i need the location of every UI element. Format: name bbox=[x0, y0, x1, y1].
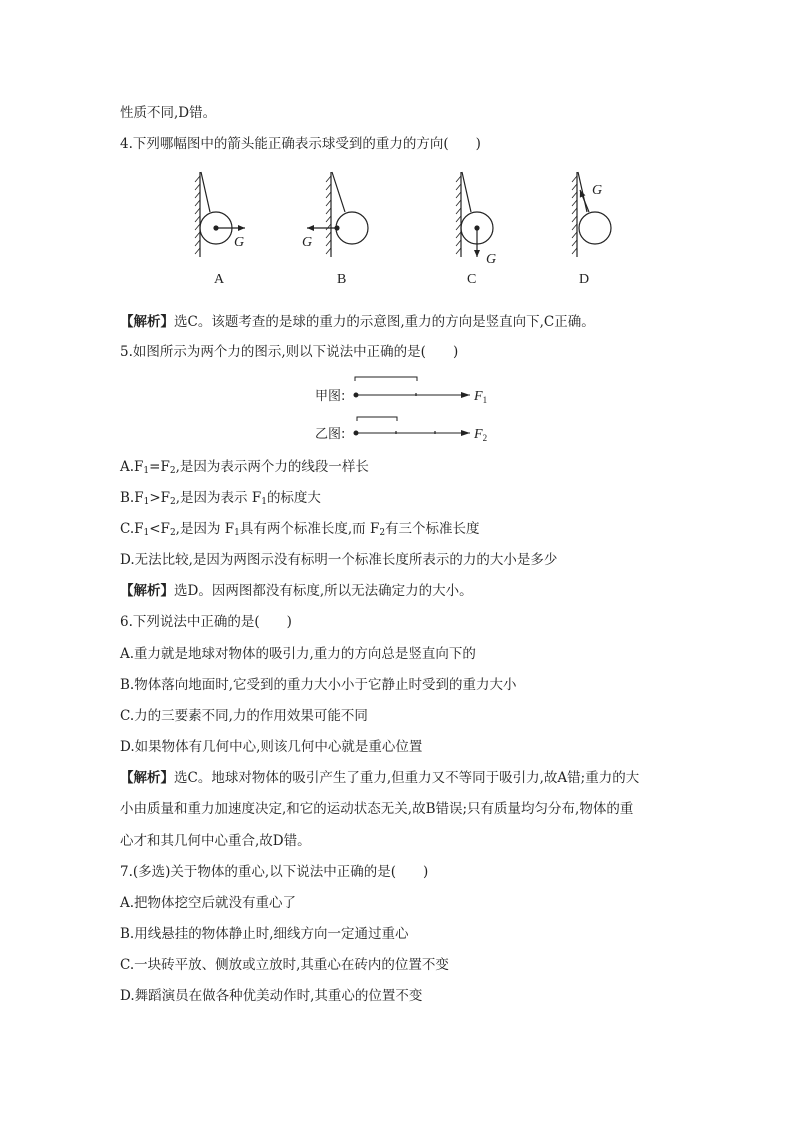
q5-option-a: $A.F_1=F_2$,是因为表示两个力的线段一样长 bbox=[120, 459, 369, 476]
q7-option-a: A.把物体挖空后就没有重心了 bbox=[120, 895, 297, 911]
question-5: 5.如图所示为两个力的图示,则以下说法中正确的是( ) bbox=[120, 344, 459, 360]
f2-label: $F_2$ bbox=[474, 427, 488, 443]
force-label-c: G bbox=[486, 252, 497, 267]
question-6: 6.下列说法中正确的是( ) bbox=[120, 614, 292, 630]
figure-q5-force-diagrams bbox=[0, 368, 794, 448]
figure-label-d: D bbox=[579, 272, 590, 287]
jia-label: 甲图: bbox=[315, 389, 346, 404]
yi-label: 乙图: bbox=[315, 427, 346, 442]
analysis-6-line-2: 小由质量和重力加速度决定,和它的运动状态无关,故B错误;只有质量均匀分布,物体的重 bbox=[120, 801, 634, 817]
analysis-text: 选D。因两图都没有标度,所以无法确定力的大小。 bbox=[174, 583, 473, 599]
force-label-a: G bbox=[234, 235, 245, 250]
figure-b bbox=[307, 172, 368, 257]
q5-option-c: $C.F_1<F_2$,是因为 $F_1$具有两个标准长度,而 $F_2$有三个标准长度 bbox=[120, 521, 480, 538]
q6-option-a: A.重力就是地球对物体的吸引力,重力的方向总是竖直向下的 bbox=[120, 646, 476, 662]
analysis-5 bbox=[120, 582, 473, 600]
jia-diagram bbox=[354, 377, 470, 397]
text-line-prev-answer: 性质不同,D错。 bbox=[120, 105, 217, 121]
q6-option-b: B.物体落向地面时,它受到的重力大小小于它静止时受到的重力大小 bbox=[120, 677, 517, 693]
q7-option-c: C.一块砖平放、侧放或立放时,其重心在砖内的位置不变 bbox=[120, 957, 449, 973]
question-7: 7.(多选)关于物体的重心,以下说法中正确的是( ) bbox=[120, 864, 429, 880]
q7-option-d: D.舞蹈演员在做各种优美动作时,其重心的位置不变 bbox=[120, 988, 423, 1004]
analysis-tag: 【解析】 bbox=[120, 314, 174, 330]
figure-c bbox=[456, 172, 493, 257]
analysis-4 bbox=[120, 313, 595, 331]
figure-q4-gravity-direction bbox=[0, 162, 794, 292]
analysis-6-line-3: 心才和其几何中心重合,故D错。 bbox=[120, 833, 311, 849]
analysis-text: 选C。地球对物体的吸引产生了重力,但重力又不等同于吸引力,故A错;重力的大 bbox=[174, 770, 640, 786]
q5-option-b: $B.F_1>F_2$,是因为表示 $F_1$的标度大 bbox=[120, 490, 321, 507]
q7-option-b: B.用线悬挂的物体静止时,细线方向一定通过重心 bbox=[120, 926, 409, 942]
figure-label-b: B bbox=[337, 272, 347, 287]
q5-option-d: D.无法比较,是因为两图示没有标明一个标准长度所表示的力的大小是多少 bbox=[120, 552, 558, 568]
analysis-text: 选C。该题考查的是球的重力的示意图,重力的方向是竖直向下,C正确。 bbox=[174, 314, 595, 330]
analysis-6-line-1 bbox=[120, 769, 639, 787]
f1-label: $F_1$ bbox=[474, 389, 488, 405]
yi-diagram bbox=[354, 417, 470, 435]
figure-label-c: C bbox=[467, 272, 477, 287]
question-4: 4.下列哪幅图中的箭头能正确表示球受到的重力的方向( ) bbox=[120, 136, 481, 152]
q6-option-d: D.如果物体有几何中心,则该几何中心就是重心位置 bbox=[120, 739, 423, 755]
force-label-d: G bbox=[592, 183, 603, 198]
q6-option-c: C.力的三要素不同,力的作用效果可能不同 bbox=[120, 708, 368, 724]
figure-label-a: A bbox=[214, 272, 225, 287]
analysis-tag: 【解析】 bbox=[120, 770, 174, 786]
analysis-tag: 【解析】 bbox=[120, 583, 174, 599]
force-label-b: G bbox=[302, 235, 313, 250]
